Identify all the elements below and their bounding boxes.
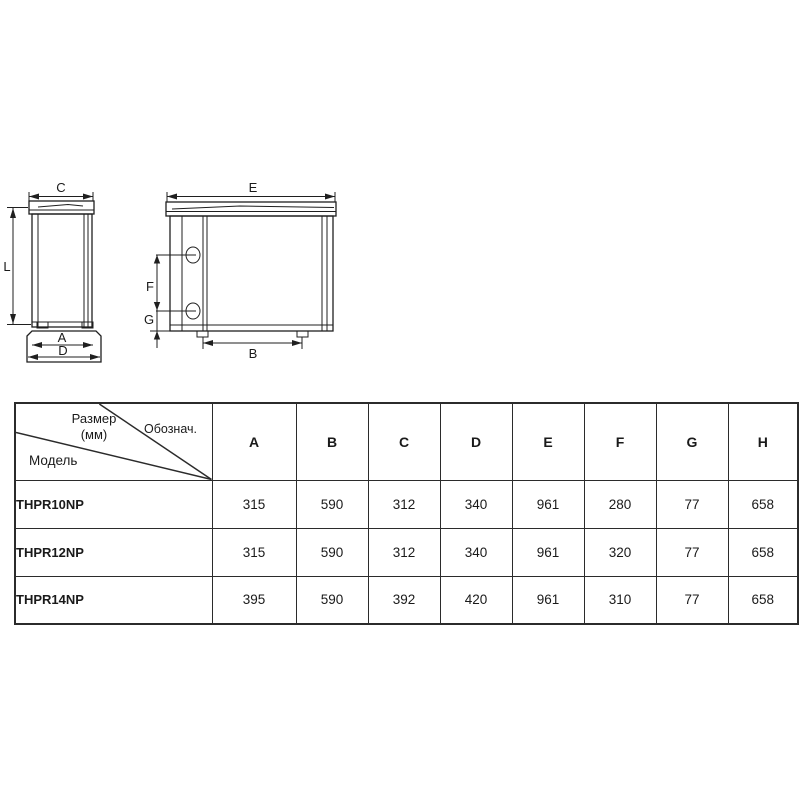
cell-value: 315	[212, 480, 296, 528]
column-header-h: H	[728, 403, 798, 480]
dim-label-C: C	[56, 180, 66, 195]
cell-value: 77	[656, 528, 728, 576]
dim-label-E: E	[248, 180, 258, 195]
dim-label-D: D	[58, 343, 68, 358]
front-body	[170, 216, 333, 331]
corner-size-label	[34, 411, 154, 443]
cell-value: 315	[212, 528, 296, 576]
front-foot-right	[297, 331, 308, 337]
cell-value: 312	[368, 480, 440, 528]
cell-value: 392	[368, 576, 440, 624]
dim-label-B: B	[248, 346, 258, 361]
cell-value: 590	[296, 528, 368, 576]
cell-value: 961	[512, 528, 584, 576]
model-name: THPR12NP	[15, 528, 212, 576]
cell-value: 658	[728, 480, 798, 528]
cell-value: 658	[728, 576, 798, 624]
cell-value: 280	[584, 480, 656, 528]
cell-value: 340	[440, 480, 512, 528]
side-view-diagram	[3, 180, 101, 362]
column-header-f: F	[584, 403, 656, 480]
table-row	[15, 480, 798, 528]
front-view-diagram	[144, 180, 336, 361]
cell-value: 310	[584, 576, 656, 624]
model-name: THPR14NP	[15, 576, 212, 624]
cell-value: 420	[440, 576, 512, 624]
column-header-g: G	[656, 403, 728, 480]
column-header-a: A	[212, 403, 296, 480]
front-foot-left	[197, 331, 208, 337]
size-label: Размер	[71, 411, 117, 426]
cell-value: 961	[512, 576, 584, 624]
cell-value: 77	[656, 576, 728, 624]
dim-label-A: A	[57, 330, 67, 345]
column-header-b: B	[296, 403, 368, 480]
cell-value: 77	[656, 480, 728, 528]
designation-label: Обознач.	[144, 422, 197, 436]
cell-value: 590	[296, 480, 368, 528]
dim-label-G: G	[143, 312, 155, 327]
size-unit-label: (мм)	[80, 427, 108, 442]
column-header-d: D	[440, 403, 512, 480]
cell-value: 340	[440, 528, 512, 576]
cell-value: 320	[584, 528, 656, 576]
dim-label-F: F	[146, 279, 154, 294]
cell-value: 658	[728, 528, 798, 576]
front-cap	[166, 202, 336, 216]
dimension-diagrams	[0, 0, 400, 380]
side-cap	[29, 201, 94, 214]
dim-label-L: L	[3, 259, 11, 274]
table-row	[15, 528, 798, 576]
column-header-c: C	[368, 403, 440, 480]
cell-value: 395	[212, 576, 296, 624]
cell-value: 961	[512, 480, 584, 528]
cell-value: 312	[368, 528, 440, 576]
table-row	[15, 576, 798, 624]
cell-value: 590	[296, 576, 368, 624]
side-body	[32, 214, 92, 327]
front-cap-seam	[172, 206, 334, 209]
table-corner-cell	[15, 403, 212, 480]
dimensions-table	[14, 402, 799, 625]
model-name: THPR10NP	[15, 480, 212, 528]
model-label: Модель	[29, 453, 78, 468]
side-cap-seam	[38, 205, 83, 208]
table-header-row	[15, 403, 798, 480]
column-header-e: E	[512, 403, 584, 480]
